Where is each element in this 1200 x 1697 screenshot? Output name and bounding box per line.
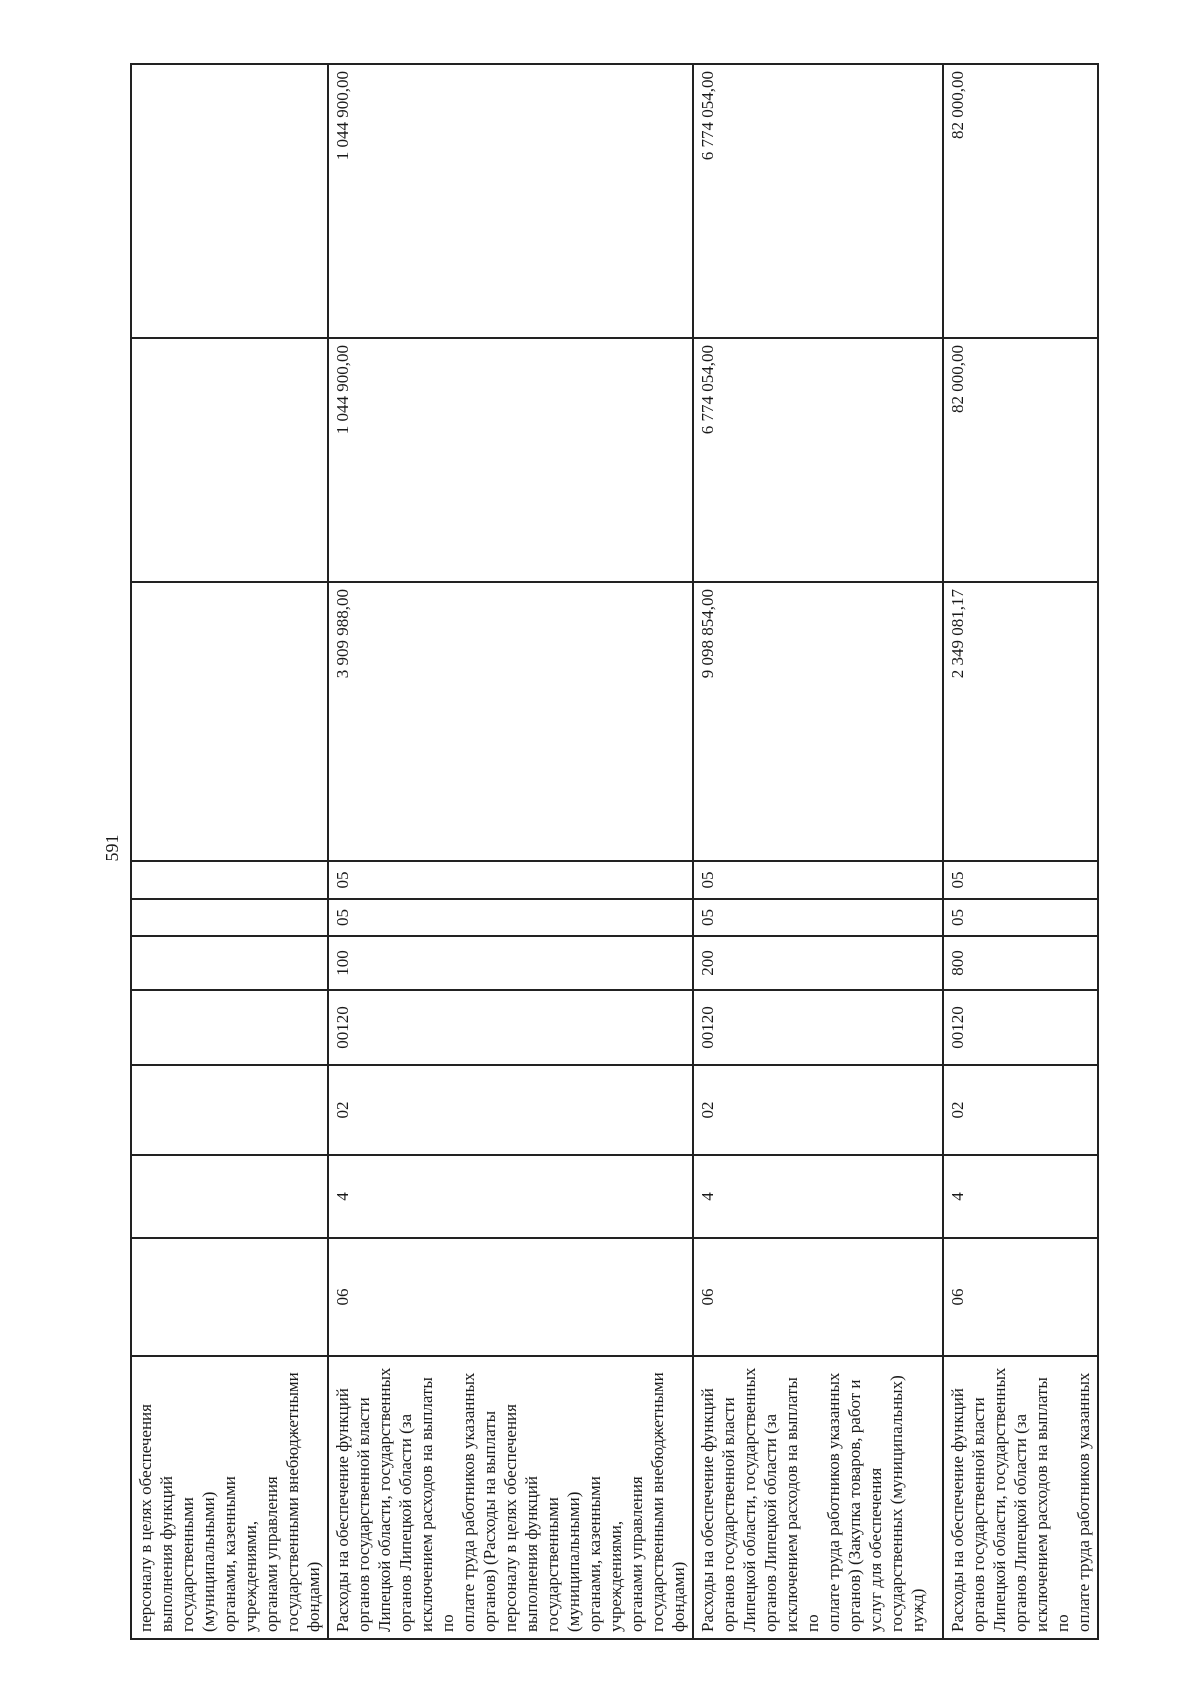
- chapter-code-cell: 05: [943, 899, 1098, 936]
- amount-cell-2: 6 774 054,00: [693, 338, 943, 582]
- amount-cell-3: 6 774 054,00: [693, 64, 943, 338]
- description-line: оплате труда работников указанных: [459, 1372, 478, 1632]
- description-line: оплате труда работников указанных: [824, 1372, 843, 1632]
- subprogram-code-cell: [131, 1065, 328, 1155]
- amount-cell-3: [131, 64, 328, 338]
- description-line: исключением расходов на выплаты по: [417, 1377, 457, 1632]
- description-line: Расходы на обеспечение функций: [698, 1388, 717, 1632]
- table-row: [328, 64, 693, 1639]
- description-line: органами управления: [262, 1476, 281, 1632]
- description-line: Расходы на обеспечение функций: [333, 1388, 352, 1632]
- expense-type-cell: 200: [693, 936, 943, 990]
- description-line: органами управления: [627, 1476, 646, 1632]
- amount-cell-2: 1 044 900,00: [328, 338, 693, 582]
- description-line: выполнения функций: [522, 1476, 541, 1632]
- subsection-code-cell: 05: [693, 861, 943, 899]
- expense-type-cell: 800: [943, 936, 1098, 990]
- section-code-cell: [131, 1238, 328, 1356]
- chapter-code-cell: 05: [328, 899, 693, 936]
- description-line: органов Липецкой области (за: [1011, 1413, 1030, 1632]
- description-line: исключением расходов на выплаты по: [782, 1377, 822, 1632]
- description-line: услуг для обеспечения: [866, 1467, 885, 1632]
- description-line: нужд): [908, 1588, 927, 1632]
- section-code-cell: 06: [693, 1238, 943, 1356]
- program-code-cell: 4: [693, 1155, 943, 1238]
- description-line: оплате труда работников указанных: [1074, 1372, 1093, 1632]
- subsection-code-cell: 05: [943, 861, 1098, 899]
- table-row: [693, 64, 943, 1639]
- description-line: органов) (Расходы на выплаты: [480, 1410, 499, 1632]
- description-line: персоналу в целях обеспечения: [136, 1404, 155, 1632]
- amount-cell-2: 82 000,00: [943, 338, 1098, 582]
- description-line: Липецкой области, государственных: [740, 1367, 759, 1632]
- expense-type-cell: 100: [328, 936, 693, 990]
- direction-code-cell: 00120: [693, 990, 943, 1065]
- description-cell: [328, 1356, 693, 1639]
- description-line: органов государственной власти: [969, 1397, 988, 1632]
- description-line: исключением расходов на выплаты по: [1032, 1377, 1072, 1632]
- budget-table: [130, 63, 1099, 1640]
- description-cell: [131, 1356, 328, 1639]
- subsection-code-cell: [131, 861, 328, 899]
- subprogram-code-cell: 02: [693, 1065, 943, 1155]
- description-line: фондами): [669, 1561, 688, 1632]
- description-line: персоналу в целях обеспечения: [501, 1404, 520, 1632]
- program-code-cell: 4: [328, 1155, 693, 1238]
- section-code-cell: 06: [328, 1238, 693, 1356]
- page-number: 591: [102, 834, 122, 862]
- description-line: органами, казенными учреждениями,: [220, 1476, 260, 1632]
- direction-code-cell: 00120: [328, 990, 693, 1065]
- subprogram-code-cell: 02: [328, 1065, 693, 1155]
- description-line: Липецкой области, государственных: [375, 1367, 394, 1632]
- description-line: выполнения функций: [157, 1476, 176, 1632]
- program-code-cell: [131, 1155, 328, 1238]
- amount-cell-1: [131, 582, 328, 861]
- direction-code-cell: [131, 990, 328, 1065]
- amount-cell-3: 82 000,00: [943, 64, 1098, 338]
- section-code-cell: 06: [943, 1238, 1098, 1356]
- amount-cell-1: 2 349 081,17: [943, 582, 1098, 861]
- table-row: [943, 64, 1098, 1639]
- program-code-cell: 4: [943, 1155, 1098, 1238]
- description-line: фондами): [304, 1561, 323, 1632]
- description-line: органов государственной власти: [719, 1397, 738, 1632]
- amount-cell-1: 3 909 988,00: [328, 582, 693, 861]
- table-row: [131, 64, 328, 1639]
- description-line: органами, казенными учреждениями,: [585, 1476, 625, 1632]
- description-line: государственными (муниципальными): [178, 1491, 218, 1632]
- description-line: государственными (муниципальными): [543, 1491, 583, 1632]
- description-line: государственными внебюджетными: [283, 1372, 302, 1632]
- chapter-code-cell: [131, 899, 328, 936]
- description-line: государственных (муниципальных): [887, 1375, 906, 1632]
- description-line: органов государственной власти: [354, 1397, 373, 1632]
- amount-cell-1: 9 098 854,00: [693, 582, 943, 861]
- description-cell: [943, 1356, 1098, 1639]
- description-line: органов Липецкой области (за: [396, 1413, 415, 1632]
- description-line: государственными внебюджетными: [648, 1372, 667, 1632]
- description-line: органов Липецкой области (за: [761, 1413, 780, 1632]
- description-line: Расходы на обеспечение функций: [948, 1388, 967, 1632]
- expense-type-cell: [131, 936, 328, 990]
- direction-code-cell: 00120: [943, 990, 1098, 1065]
- description-line: органов) (Закупка товаров, работ и: [845, 1379, 864, 1632]
- description-cell: [693, 1356, 943, 1639]
- chapter-code-cell: 05: [693, 899, 943, 936]
- subsection-code-cell: 05: [328, 861, 693, 899]
- amount-cell-3: 1 044 900,00: [328, 64, 693, 338]
- subprogram-code-cell: 02: [943, 1065, 1098, 1155]
- description-line: Липецкой области, государственных: [990, 1367, 1009, 1632]
- rotated-table-container: [130, 65, 1093, 1640]
- amount-cell-2: [131, 338, 328, 582]
